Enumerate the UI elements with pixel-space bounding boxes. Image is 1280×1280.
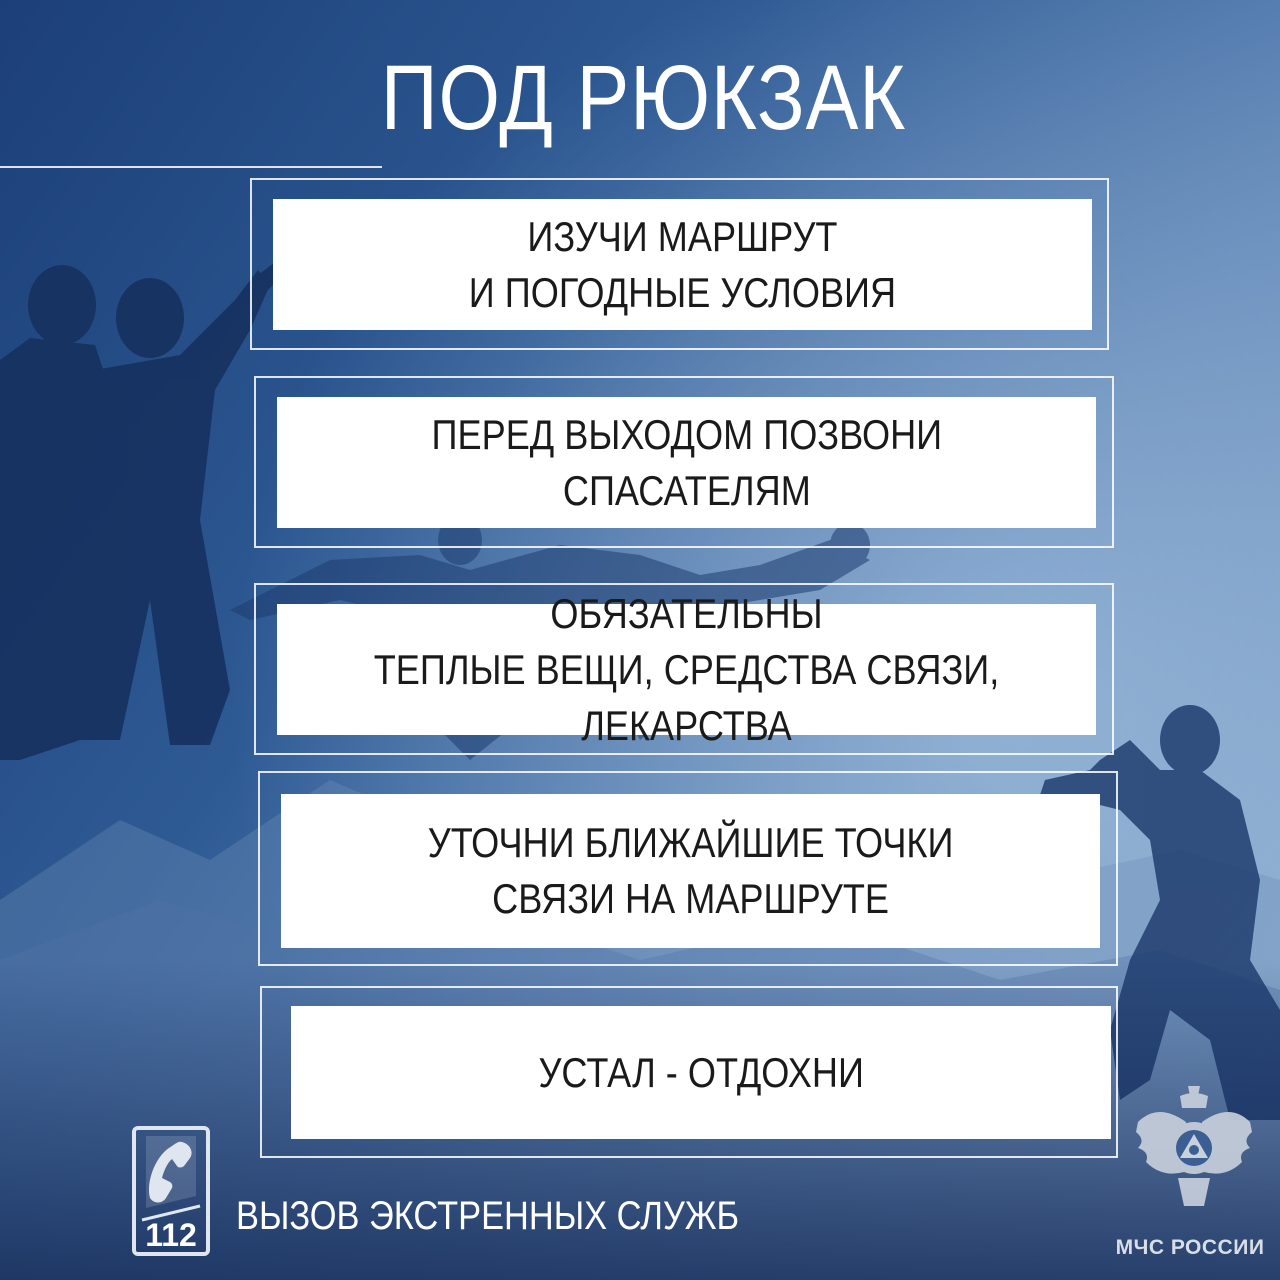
tip-1-text: ИЗУЧИ МАРШРУТ И ПОГОДНЫЕ УСЛОВИЯ (468, 212, 897, 316)
tip-1-card (273, 199, 1092, 330)
tip-3-card (277, 589, 1096, 749)
footer-label: ВЫЗОВ ЭКСТРЕННЫХ СЛУЖБ (236, 1194, 740, 1238)
title-underline (0, 166, 382, 168)
emblem-label: МЧС РОССИИ (1115, 1236, 1265, 1259)
tip-5-card (291, 1006, 1111, 1139)
tip-3-text: ОБЯЗАТЕЛЬНЫ ТЕПЛЫЕ ВЕЩИ, СРЕДСТВА СВЯЗИ, ЛЕКАРСТВА (373, 589, 1000, 749)
tip-4-card (281, 794, 1100, 948)
tip-5-text: УСТАЛ - ОТДОХНИ (538, 1048, 864, 1096)
emergency-emblem-icon (1128, 1082, 1260, 1212)
phone-icon (132, 1126, 210, 1256)
tip-4-text: УТОЧНИ БЛИЖАЙШИЕ ТОЧКИ СВЯЗИ НА МАРШРУТЕ (427, 819, 954, 922)
tip-2-card (277, 397, 1096, 528)
emergency-number: 112 (145, 1217, 197, 1253)
tip-2-text: ПЕРЕД ВЫХОДОМ ПОЗВОНИ СПАСАТЕЛЯМ (431, 410, 942, 514)
poster-title: ПОД РЮКЗАК (380, 47, 907, 149)
